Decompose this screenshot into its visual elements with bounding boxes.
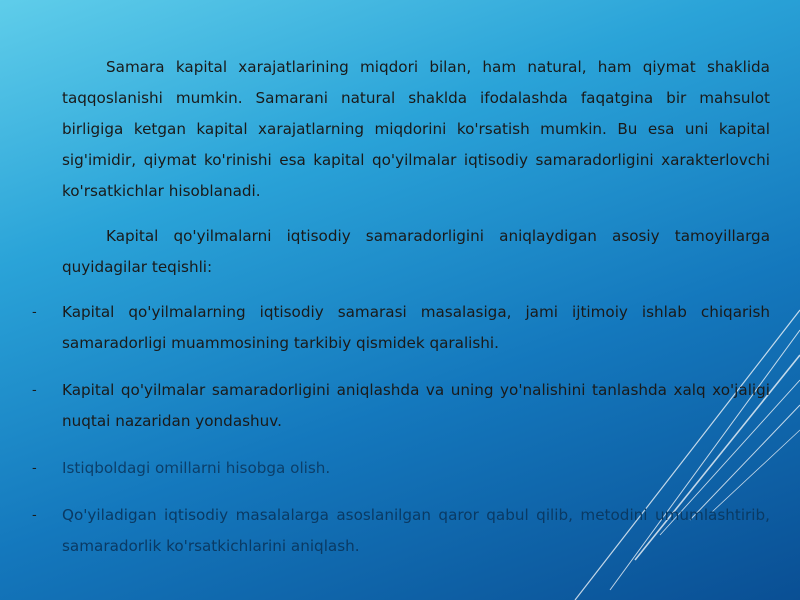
list-item-text: Kapital qo'yilmalar samaradorligini aniqlashda va uning yo'nalishini tanlashda xalq xo'jaligi nuqtai nazaridan yondashuv.	[62, 381, 770, 430]
slide-body	[32, 52, 770, 578]
bullet-marker: -	[32, 383, 37, 398]
paragraph-2: Kapital qo'yilmalarni iqtisodiy samaradorligini aniqlaydigan asosiy tamoyillarga quyidagilar teqishli:	[62, 227, 770, 276]
bullet-marker: -	[32, 305, 37, 320]
list-item-text: Istiqboldagi omillarni hisobga olish.	[62, 459, 331, 477]
list-item-text: Qo'yiladigan iqtisodiy masalalarga asoslanilgan qaror qabul qilib, metodini umumlashtirib, samaradorlik ko'rsatkichlarini aniqlash.	[62, 506, 770, 555]
principles-list	[32, 297, 770, 562]
list-item-text: Kapital qo'yilmalarning iqtisodiy samarasi masalasiga, jami ijtimoiy ishlab chiqarish samaradorligi muammosining tarkibiy qismidek qaralishi.	[62, 303, 770, 352]
list-item	[32, 297, 770, 359]
list-item	[32, 375, 770, 437]
list-item	[32, 500, 770, 562]
bullet-marker: -	[32, 461, 37, 476]
paragraph-1: Samara kapital xarajatlarining miqdori bilan, ham natural, ham qiymat shaklida taqqoslanishi mumkin. Samarani natural shaklda ifodalashda faqatgina bir mahsulot birligiga ketgan kapital xarajatlarning miqdorini ko'rsatish mumkin. Bu esa uni kapital sig'imidir, qiymat ko'rinishi esa kapital qo'yilmalar iqtisodiy samaradorligini xarakterlovchi ko'rsatkichlar hisoblanadi.	[62, 58, 770, 200]
list-item	[32, 453, 770, 484]
bullet-marker: -	[32, 508, 37, 523]
